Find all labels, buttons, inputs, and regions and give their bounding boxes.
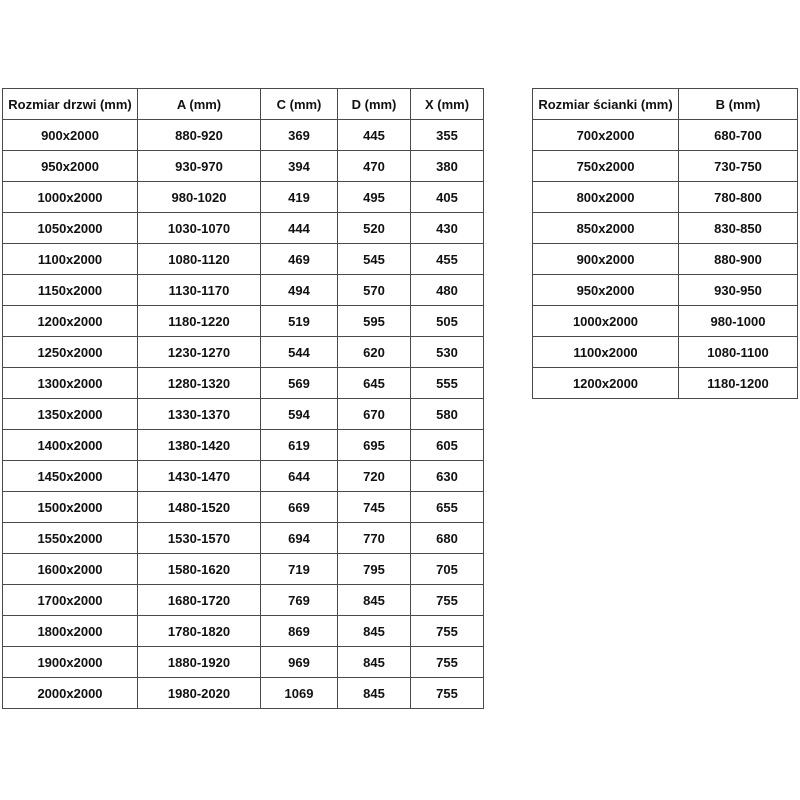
table-cell: 405 [411, 182, 484, 213]
table-cell: 980-1000 [679, 306, 798, 337]
table-cell: 1180-1220 [138, 306, 261, 337]
column-header: A (mm) [138, 89, 261, 120]
table-cell: 680 [411, 523, 484, 554]
table-cell: 495 [338, 182, 411, 213]
table-cell: 695 [338, 430, 411, 461]
table-cell: 1550x2000 [3, 523, 138, 554]
table-cell: 755 [411, 585, 484, 616]
table-cell: 1069 [261, 678, 338, 709]
wall-table-header-row [533, 89, 798, 120]
table-cell: 850x2000 [533, 213, 679, 244]
table-cell: 494 [261, 275, 338, 306]
table-cell: 950x2000 [3, 151, 138, 182]
table-cell: 1350x2000 [3, 399, 138, 430]
table-cell: 545 [338, 244, 411, 275]
table-row [3, 585, 484, 616]
table-cell: 645 [338, 368, 411, 399]
table-cell: 1580-1620 [138, 554, 261, 585]
table-cell: 1780-1820 [138, 616, 261, 647]
table-row [533, 213, 798, 244]
table-cell: 620 [338, 337, 411, 368]
table-cell: 969 [261, 647, 338, 678]
table-cell: 1380-1420 [138, 430, 261, 461]
table-cell: 880-920 [138, 120, 261, 151]
table-cell: 830-850 [679, 213, 798, 244]
table-row [3, 120, 484, 151]
table-cell: 745 [338, 492, 411, 523]
table-row [3, 275, 484, 306]
wall-size-table [532, 88, 798, 399]
table-cell: 1900x2000 [3, 647, 138, 678]
table-cell: 755 [411, 647, 484, 678]
table-cell: 719 [261, 554, 338, 585]
table-row [3, 399, 484, 430]
table-row [533, 244, 798, 275]
table-cell: 1000x2000 [3, 182, 138, 213]
table-cell: 520 [338, 213, 411, 244]
table-cell: 605 [411, 430, 484, 461]
table-cell: 750x2000 [533, 151, 679, 182]
table-row [3, 182, 484, 213]
table-cell: 355 [411, 120, 484, 151]
table-cell: 394 [261, 151, 338, 182]
table-cell: 930-970 [138, 151, 261, 182]
column-header: X (mm) [411, 89, 484, 120]
table-cell: 569 [261, 368, 338, 399]
table-cell: 2000x2000 [3, 678, 138, 709]
table-cell: 1100x2000 [533, 337, 679, 368]
table-cell: 519 [261, 306, 338, 337]
table-cell: 444 [261, 213, 338, 244]
table-cell: 1600x2000 [3, 554, 138, 585]
column-header: C (mm) [261, 89, 338, 120]
column-header: Rozmiar ścianki (mm) [533, 89, 679, 120]
table-row [3, 461, 484, 492]
table-cell: 469 [261, 244, 338, 275]
table-row [3, 337, 484, 368]
table-cell: 1280-1320 [138, 368, 261, 399]
table-cell: 869 [261, 616, 338, 647]
table-cell: 1000x2000 [533, 306, 679, 337]
table-cell: 419 [261, 182, 338, 213]
table-cell: 880-900 [679, 244, 798, 275]
table-cell: 445 [338, 120, 411, 151]
table-cell: 1250x2000 [3, 337, 138, 368]
table-row [533, 368, 798, 399]
table-cell: 769 [261, 585, 338, 616]
table-cell: 680-700 [679, 120, 798, 151]
table-cell: 669 [261, 492, 338, 523]
table-cell: 800x2000 [533, 182, 679, 213]
table-cell: 369 [261, 120, 338, 151]
table-cell: 1050x2000 [3, 213, 138, 244]
table-row [3, 647, 484, 678]
table-cell: 770 [338, 523, 411, 554]
table-cell: 1450x2000 [3, 461, 138, 492]
table-cell: 570 [338, 275, 411, 306]
table-cell: 380 [411, 151, 484, 182]
door-size-table [2, 88, 484, 709]
table-row [3, 616, 484, 647]
table-row [3, 554, 484, 585]
table-row [3, 368, 484, 399]
table-cell: 1130-1170 [138, 275, 261, 306]
column-header: B (mm) [679, 89, 798, 120]
column-header: D (mm) [338, 89, 411, 120]
table-cell: 1500x2000 [3, 492, 138, 523]
table-cell: 1030-1070 [138, 213, 261, 244]
table-cell: 1480-1520 [138, 492, 261, 523]
table-cell: 1080-1100 [679, 337, 798, 368]
table-cell: 644 [261, 461, 338, 492]
table-cell: 950x2000 [533, 275, 679, 306]
table-cell: 1180-1200 [679, 368, 798, 399]
table-row [3, 678, 484, 709]
table-cell: 705 [411, 554, 484, 585]
table-cell: 720 [338, 461, 411, 492]
table-cell: 900x2000 [3, 120, 138, 151]
table-row [533, 151, 798, 182]
table-cell: 594 [261, 399, 338, 430]
table-row [3, 306, 484, 337]
table-cell: 630 [411, 461, 484, 492]
table-cell: 930-950 [679, 275, 798, 306]
table-cell: 619 [261, 430, 338, 461]
table-row [3, 244, 484, 275]
table-row [533, 182, 798, 213]
door-table-header-row [3, 89, 484, 120]
table-cell: 544 [261, 337, 338, 368]
column-header: Rozmiar drzwi (mm) [3, 89, 138, 120]
table-cell: 730-750 [679, 151, 798, 182]
table-cell: 700x2000 [533, 120, 679, 151]
table-cell: 1300x2000 [3, 368, 138, 399]
table-cell: 530 [411, 337, 484, 368]
table-cell: 1150x2000 [3, 275, 138, 306]
table-row [3, 492, 484, 523]
table-row [533, 275, 798, 306]
table-cell: 1880-1920 [138, 647, 261, 678]
table-cell: 480 [411, 275, 484, 306]
table-cell: 795 [338, 554, 411, 585]
table-cell: 430 [411, 213, 484, 244]
table-cell: 455 [411, 244, 484, 275]
table-cell: 755 [411, 678, 484, 709]
table-cell: 755 [411, 616, 484, 647]
table-row [533, 306, 798, 337]
table-cell: 780-800 [679, 182, 798, 213]
table-cell: 1200x2000 [533, 368, 679, 399]
table-cell: 1080-1120 [138, 244, 261, 275]
table-cell: 1430-1470 [138, 461, 261, 492]
table-cell: 1530-1570 [138, 523, 261, 554]
table-cell: 980-1020 [138, 182, 261, 213]
table-cell: 1200x2000 [3, 306, 138, 337]
table-cell: 845 [338, 678, 411, 709]
table-cell: 1700x2000 [3, 585, 138, 616]
table-row [3, 430, 484, 461]
table-cell: 595 [338, 306, 411, 337]
table-cell: 470 [338, 151, 411, 182]
table-cell: 900x2000 [533, 244, 679, 275]
table-row [3, 523, 484, 554]
table-cell: 845 [338, 647, 411, 678]
table-cell: 845 [338, 585, 411, 616]
table-cell: 1230-1270 [138, 337, 261, 368]
table-row [3, 151, 484, 182]
table-cell: 1800x2000 [3, 616, 138, 647]
table-cell: 1100x2000 [3, 244, 138, 275]
table-cell: 1680-1720 [138, 585, 261, 616]
table-cell: 845 [338, 616, 411, 647]
table-cell: 694 [261, 523, 338, 554]
table-cell: 670 [338, 399, 411, 430]
table-cell: 505 [411, 306, 484, 337]
table-cell: 655 [411, 492, 484, 523]
table-cell: 1980-2020 [138, 678, 261, 709]
table-row [3, 213, 484, 244]
table-cell: 555 [411, 368, 484, 399]
table-cell: 1400x2000 [3, 430, 138, 461]
table-cell: 1330-1370 [138, 399, 261, 430]
table-row [533, 337, 798, 368]
table-cell: 580 [411, 399, 484, 430]
table-row [533, 120, 798, 151]
